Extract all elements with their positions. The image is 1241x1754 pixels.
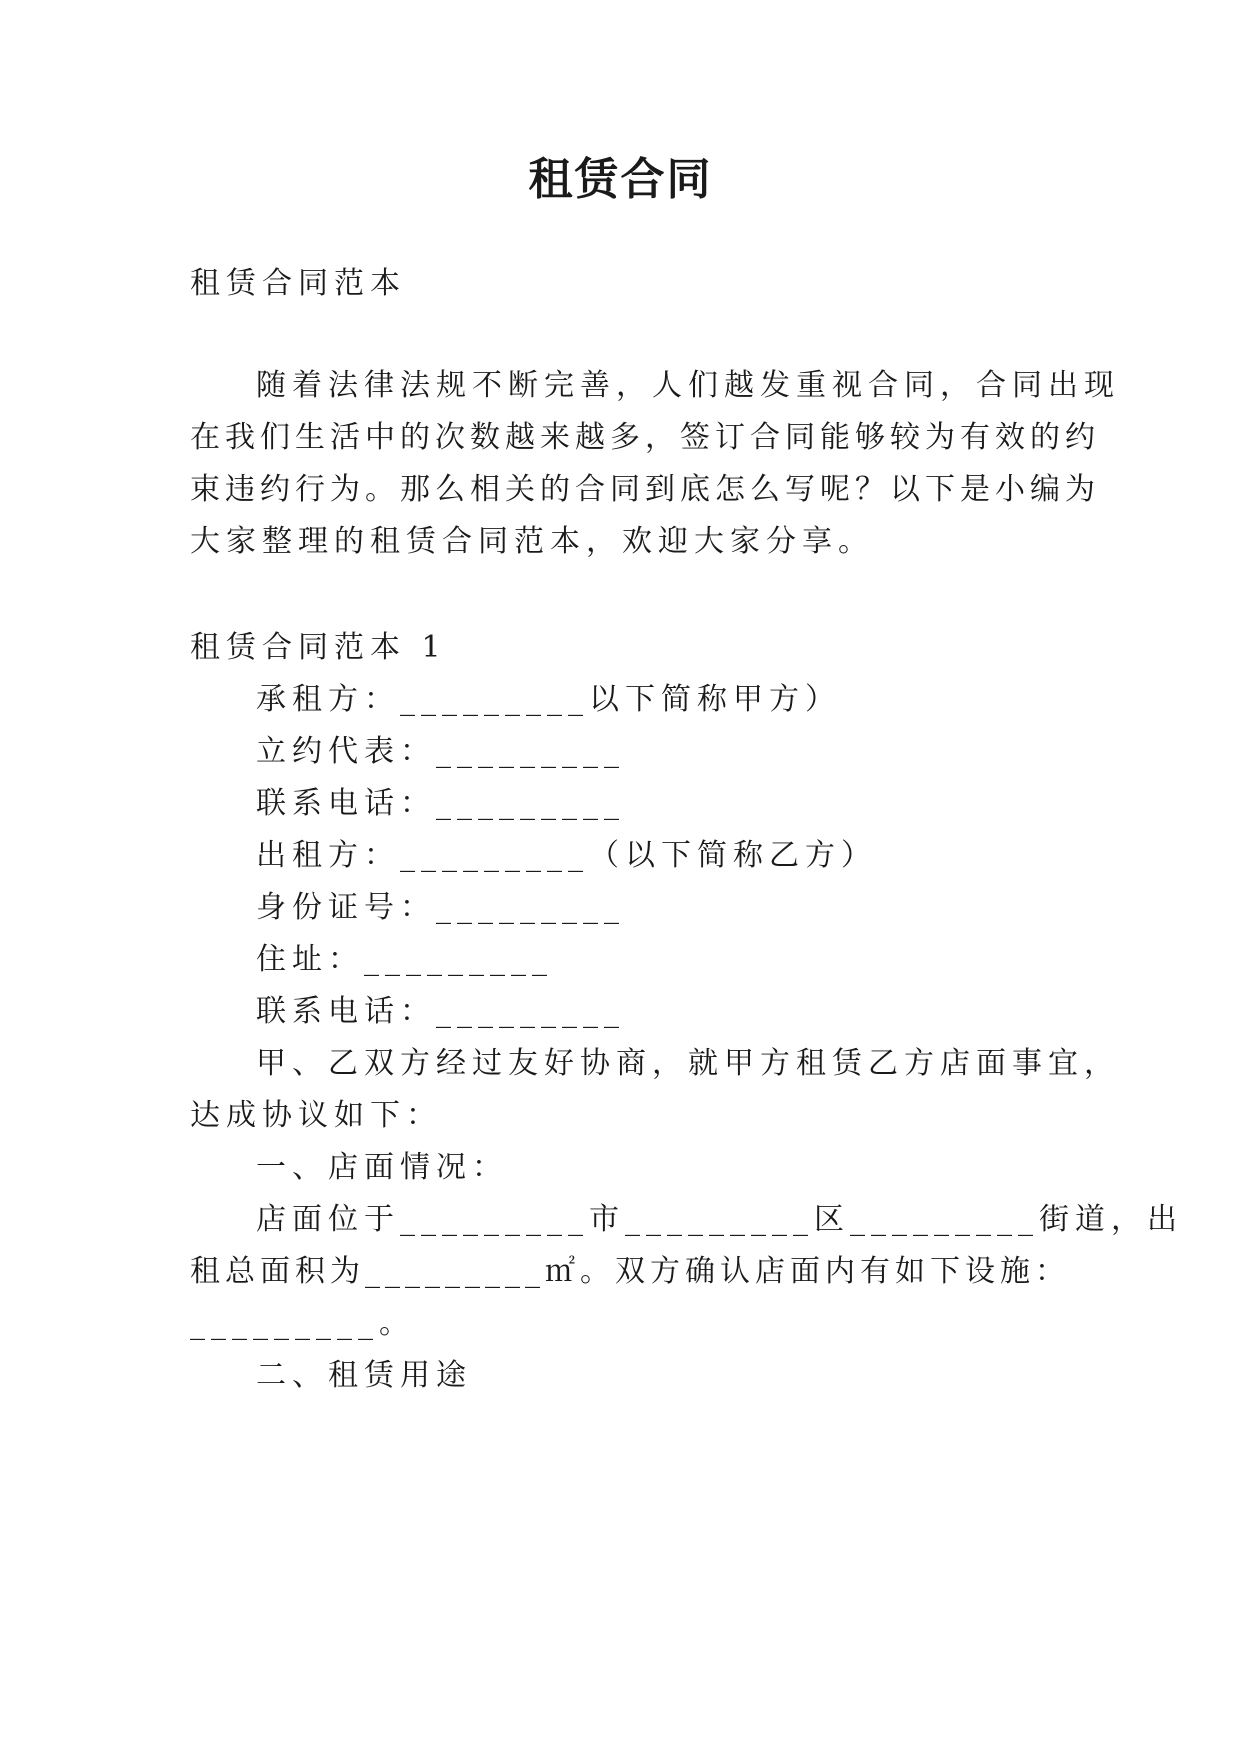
field-representative: 立约代表：_________ [256, 734, 625, 769]
agreement-line-2: 达成协议如下： [190, 1098, 442, 1133]
intro-line-2: 在我们生活中的次数越来越多，签订合同能够较为有效的约 [190, 420, 1100, 455]
field-lessor-phone: 联系电话：_________ [256, 994, 625, 1029]
field-address: 住址：_________ [256, 942, 553, 977]
field-lessor: 出租方：_________（以下简称乙方） [256, 838, 877, 873]
clause1-line-1: 店面位于_________市_________区_________街道，出 [256, 1202, 1183, 1237]
clause1-heading: 一、店面情况： [256, 1150, 508, 1185]
intro-line-4: 大家整理的租赁合同范本，欢迎大家分享。 [190, 524, 874, 559]
intro-line-1: 随着法律法规不断完善，人们越发重视合同，合同出现 [256, 368, 1120, 403]
field-id-number: 身份证号：_________ [256, 890, 625, 925]
field-lessee: 承租方：_________以下简称甲方） [256, 682, 841, 717]
field-lessee-phone: 联系电话：_________ [256, 786, 625, 821]
document-subtitle: 租赁合同范本 [190, 266, 406, 301]
document-title: 租赁合同 [528, 154, 713, 205]
clause1-line-2: 租总面积为_________㎡。双方确认店面内有如下设施： [190, 1254, 1070, 1289]
agreement-line-1: 甲、乙双方经过友好协商，就甲方租赁乙方店面事宜， [256, 1046, 1120, 1081]
intro-line-3: 束违约行为。那么相关的合同到底怎么写呢？以下是小编为 [190, 472, 1100, 507]
section-heading: 租赁合同范本 1 [190, 630, 447, 665]
clause2-heading: 二、租赁用途 [256, 1358, 472, 1393]
clause1-line-3: _________。 [190, 1306, 415, 1341]
